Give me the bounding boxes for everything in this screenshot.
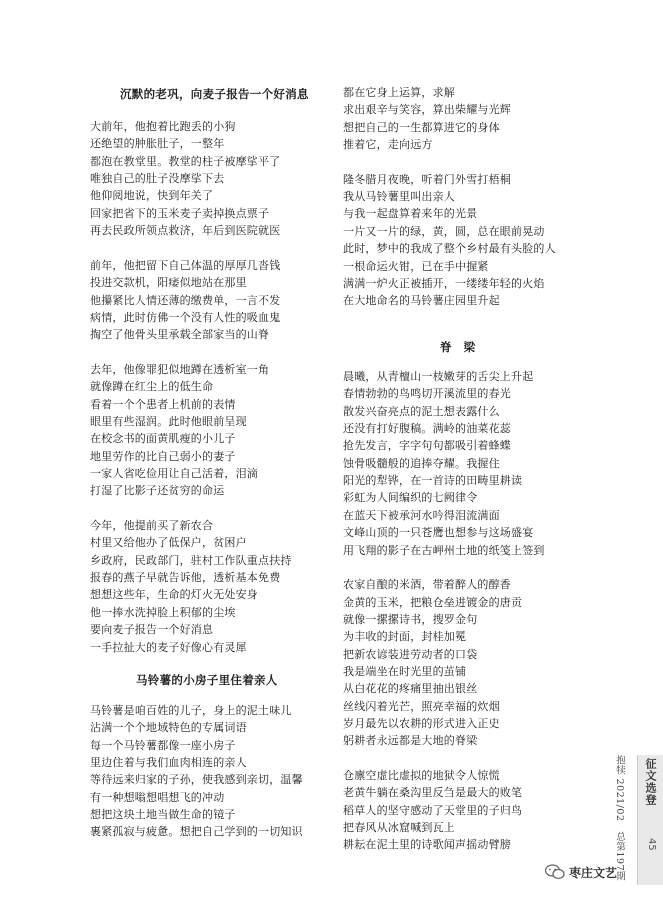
poem-line: 就像蹲在红尘上的低生命 [90,380,214,394]
poem-line: 就像一摞摞诗书，搜罗金句 [343,612,478,626]
poem-line: 都在它身上运算，求解 [343,86,455,99]
poem-line: 掏空了他骨头里承载全部家当的山脊 [90,328,270,342]
poem-line: 抢先发言，字字句句都吸引着蜂蝶 [343,439,511,453]
journal-info: 抱犊 2021/02 总第197期 [614,755,625,882]
poem-line: 仓廪空虚比虚拟的地狱令人惊慌 [343,769,500,783]
poem-line: 唯独自己的肚子没摩挲下去 [90,172,225,186]
poem-line: 丝线闪着光芒，照亮幸福的炊烟 [343,699,500,713]
poem-line: 地里劳作的比自己弱小的妻子 [90,449,236,463]
poem-line: 散发兴奋亮点的泥土想表露什么 [343,404,500,418]
poem-line: 文峰山顶的一只苍鹰也想参与这场盛宴 [343,526,534,540]
poem-line: 躬耕者永远都是大地的脊梁 [343,734,478,748]
poem-line: 去年，他像罪犯似地蹲在透析室一角 [90,362,270,376]
poem-line: 我是端坐在时光里的茧铺 [343,664,467,678]
poem-title: 脊 梁 [440,340,476,354]
poem-line: 把春风从冰窟喊到瓦上 [343,821,455,835]
poem-line: 等待远来归家的子孙，使我感到亲切，温馨 [90,773,303,787]
poem-line: 满满一炉火正被插开，一缕缕年轻的火焰 [343,276,545,290]
poem-line: 想想这些年，生命的灯火无处安身 [90,588,258,602]
poem-line: 一家人省吃俭用让自己活着，泪滴 [90,467,258,480]
section-label: 征文选登 [644,758,657,806]
poem-line: 阳光的犁铧，在一首诗的田畴里耕读 [343,474,523,488]
poem-line: 眼里有些湿润。此时他眼前呈现 [90,414,247,428]
poem-line: 还绝望的肿胀肚子，一整年 [90,137,225,151]
poem-line: 推着它，走向远方 [343,138,433,152]
poem-line: 他攥紧比人情还薄的缴费单，一言不发 [90,293,281,307]
poem-line: 在校念书的面黄肌瘦的小儿子 [90,432,236,446]
poem-line: 每一个马铃薯都像一座小房子 [90,738,236,752]
poem-line: 病情，此时仿佛一个没有人性的吸血鬼 [90,310,281,324]
poem-line: 裹紧孤寂与疲惫。想把自己学到的一切知识 [90,825,303,839]
poem-line: 村里又给他办了低保户，贫困户 [90,536,247,550]
poem-line: 把新农谚装进劳动者的口袋 [343,647,478,661]
poem-line: 在大地命名的马铃薯庄园里升起 [343,294,500,308]
poem-title: 沉默的老巩，向麦子报告一个好消息 [120,87,309,101]
poem-line: 晨曦，从青檀山一枝嫩芽的舌尖上升起 [343,370,534,383]
poem-line: 投进交款机，阳痿似地站在那里 [90,276,247,290]
poem-line: 前年，他把留下自己体温的厚厚几沓钱 [90,258,281,272]
poem-line: 看着一个个患者上机前的表情 [90,397,236,411]
poem-line: 还没有打好腹稿。满岭的油菜花蕊 [343,422,511,436]
poem-line: 里边住着与我们血肉相连的亲人 [90,756,247,770]
poem-line: 马铃薯是咱百姓的儿子，身上的泥土味儿 [90,704,292,717]
poem-line: 为丰收的封面，封桂加冕 [343,630,467,644]
poem-line: 从白花花的疼痛里抽出银丝 [343,682,478,696]
poem-line: 沾满一个个地域特色的专属词语 [90,721,247,735]
poem-line: 耕耘在泥土里的诗歌闻声摇动臂膀 [343,838,511,852]
poem-line: 农家自酿的米酒，带着醉人的醇香 [343,578,511,592]
poem-line: 在蓝天下被承河水吟得泪流满面 [343,508,500,522]
watermark-text: 枣庄文艺 [569,865,618,880]
wechat-icon [545,864,565,880]
poem-line: 一手拉扯大的麦子好像心有灵犀 [90,640,247,654]
watermark [545,862,617,882]
poem-line: 蚀骨吸髓般的追捧夺耀。我握住 [343,456,500,470]
poem-line: 有一种想嗡想唱想飞的冲动 [90,790,225,804]
poem-line: 稻草人的坚守感动了天堂里的子归鸟 [343,803,523,817]
poem-line: 岁月最先以农耕的形式进入正史 [343,717,500,730]
poem-line: 乡政府，民政部门，驻村工作队重点扶持 [90,553,292,567]
poem-line: 彩虹为人间编织的七阙律令 [343,491,478,505]
poem-line: 再去民政所领点救济，年后到医院就医 [90,224,281,238]
poem-line: 打湿了比影子还贫穷的命运 [90,484,225,498]
poem-line: 都泡在教堂里。教堂的柱子被摩挲平了 [90,154,281,168]
poem-line: 老黄牛躺在桑沟里反刍是最大的败笔 [343,786,523,800]
poem-line: 与我一起盘算着来年的光景 [343,207,478,221]
poem-line: 今年，他提前买了新农合 [90,519,214,533]
poem-line: 求出艰辛与笑容，算出柴耀与光辉 [343,103,511,117]
poem-title: 马铃薯的小房子里住着亲人 [136,673,278,687]
poem-line: 此时，梦中的我成了整个乡村最有头脸的人 [343,242,556,256]
poem-line: 他一捧水洗掉脸上积郁的尘埃 [90,605,236,619]
poem-line: 春情勃勃的鸟鸣切开溪流里的春光 [343,387,511,401]
poem-line: 要向麦子报告一个好消息 [90,623,214,637]
poem-line: 用飞翔的影子在古岬州土地的纸笺上签到 [343,543,545,557]
poem-line: 一根命运火钳，已在手中握紧 [343,259,489,273]
poem-line: 一片又一片的绿，黄，圆，总在眼前晃动 [343,224,545,238]
poem-line: 他仰阅地说，快到年关了 [90,189,214,203]
poem-line: 我从马铃薯里叫出亲人 [343,190,455,204]
page-number: 45 [646,838,657,851]
poem-line: 大前年，他抱着比跑丢的小狗 [90,120,236,133]
poem-line: 金黄的玉米，把粮仓垒进镀金的唐贡 [343,595,523,609]
poem-line: 想把这块土地当做生命的镜子 [90,808,236,822]
poem-line: 回家把省下的玉米麦子卖掉换点票子 [90,206,270,220]
poem-line: 隆冬腊月夜晚，听着门外雪打梧桐 [343,172,511,186]
poem-line: 报春的燕子早就告诉他，透析基本免费 [90,571,281,585]
poem-line: 想把自己的一生都算进它的身体 [343,120,500,134]
